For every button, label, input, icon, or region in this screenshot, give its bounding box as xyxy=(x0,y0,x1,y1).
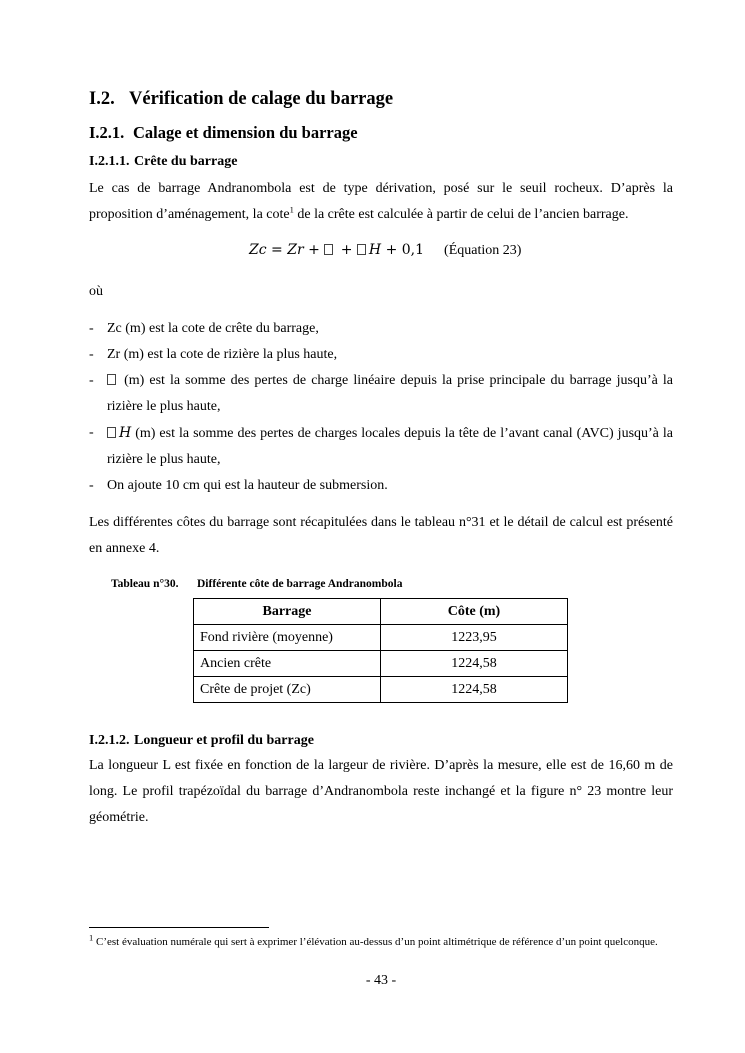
footnote-separator xyxy=(89,927,269,928)
where-label: où xyxy=(89,284,103,299)
table-row xyxy=(194,625,568,651)
column-header: Côte (m) xyxy=(381,599,568,625)
table-header-row xyxy=(194,599,568,625)
equation-expression: Zc = Zr + + H + 0,1 xyxy=(249,242,425,258)
subsection-heading xyxy=(89,123,358,143)
column-header: Barrage xyxy=(194,599,381,625)
table-cell: Fond rivière (moyenne) xyxy=(194,625,381,651)
table-cell: 1224,58 xyxy=(381,651,568,677)
subsection-number: I.2.1. xyxy=(89,123,125,142)
subsubsection-heading-longueur xyxy=(89,733,314,749)
section-title: Vérification de calage du barrage xyxy=(129,89,394,109)
table-caption-number: Tableau n°30. xyxy=(111,578,179,590)
table-cell: Ancien crête xyxy=(194,651,381,677)
table-cell: Crête de projet (Zc) xyxy=(194,677,381,703)
list-item: - Zc (m) est la cote de crête du barrage, xyxy=(89,321,319,336)
subsection-title: Calage et dimension du barrage xyxy=(133,123,358,142)
subsubsection-title: Longueur et profil du barrage xyxy=(134,733,314,748)
table-row xyxy=(194,651,568,677)
equation-reference: (Équation 23) xyxy=(444,243,522,258)
list-item: - (m) est la somme des pertes de charge linéaire depuis la prise principale du barrage jusqu’à la rizière le plus haute, xyxy=(89,373,673,414)
list-item: - Zr (m) est la cote de rizière la plus haute, xyxy=(89,347,338,362)
table-cell: 1223,95 xyxy=(381,625,568,651)
definition-list xyxy=(89,316,673,499)
footnote-ref: 1 xyxy=(289,204,294,215)
subsubsection-heading-crete xyxy=(89,154,237,170)
subsubsection-number: I.2.1.2. xyxy=(89,733,130,748)
missing-symbol-icon xyxy=(107,427,116,438)
paragraph-summary: Les différentes côtes du barrage sont récapitulées dans le tableau n°31 et le détail de calcul est présenté en annexe 4. xyxy=(89,515,673,556)
table-caption xyxy=(111,578,402,590)
equation-23 xyxy=(249,242,521,259)
section-heading xyxy=(89,89,393,110)
footnote-mark: 1 xyxy=(89,932,94,943)
paragraph-intro: Le cas de barrage Andranombola est de type dérivation, posé sur le seuil rocheux. D’après la proposition d’aménagement, la cote$^1$ de la crête est calculée à partir de celui de l’ancien barrage. xyxy=(89,181,673,222)
table-caption-title: Différente côte de barrage Andranombola xyxy=(197,578,403,590)
table-row xyxy=(194,677,568,703)
list-item: - H (m) est la somme des pertes de charges locales depuis la tête de l’avant canal (AVC) jusqu’à la rizière le plus haute, xyxy=(89,425,673,467)
paragraph-longueur: La longueur L est fixée en fonction de la largeur de rivière. D’après la mesure, elle est de 16,60 m de long. Le profil trapézoïdal du barrage d’Andranombola reste inchangé et la figure n° 23 montre leur géométrie. xyxy=(89,758,673,825)
list-item: - On ajoute 10 cm qui est la hauteur de submersion. xyxy=(89,478,388,493)
footnote xyxy=(89,934,673,950)
barrage-table xyxy=(193,598,568,703)
missing-symbol-icon xyxy=(357,244,366,255)
missing-symbol-icon xyxy=(324,244,333,255)
page-number: - 43 - xyxy=(365,973,397,988)
footnote-text: C’est évaluation numérale qui sert à exprimer l’élévation au-dessus d’un point altimétrique de référence d’un point quelconque. xyxy=(93,936,658,948)
subsubsection-title: Crête du barrage xyxy=(134,154,238,169)
section-number: I.2. xyxy=(89,89,115,109)
subsubsection-number: I.2.1.1. xyxy=(89,154,130,169)
table-cell: 1224,58 xyxy=(381,677,568,703)
missing-symbol-icon xyxy=(107,374,116,385)
